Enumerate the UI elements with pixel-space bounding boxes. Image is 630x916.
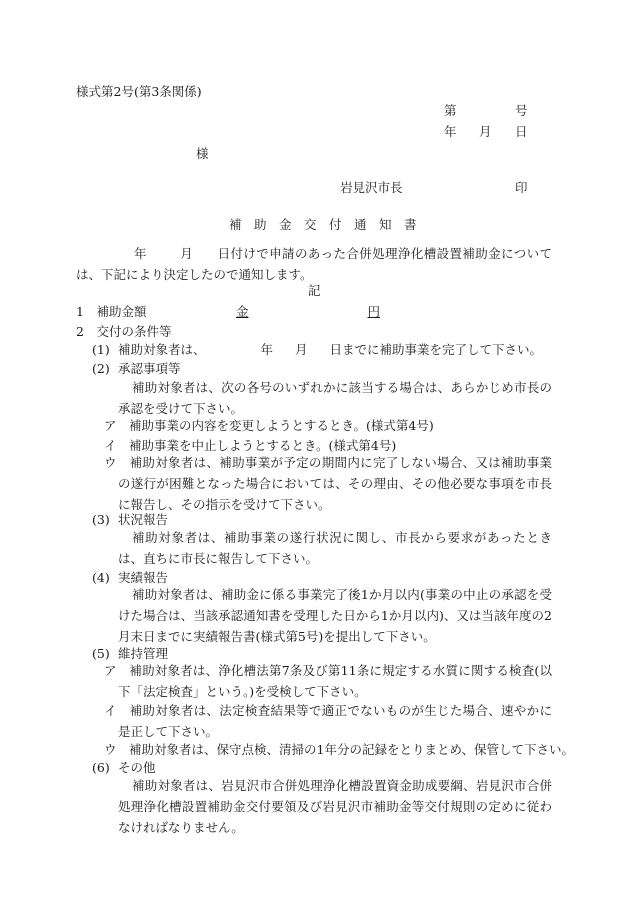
c2-item-i: イ 補助事業を中止しようとするとき。(様式第4号) [104, 438, 397, 453]
c4-body: 補助対象者は、補助金に係る事業完了後1か月以内(事業の中止の承認を受けた場合は、当該承認通知書を受理した日から1か月以内)、又は当該年度の2月末日までに実績報告書(様式第5号)を提出して下さい。 [118, 587, 552, 644]
addressee-suffix: 様 [196, 146, 209, 161]
date-day: 日 [515, 124, 528, 139]
number-dai: 第 [444, 103, 457, 118]
c5-num: (5) [92, 646, 110, 661]
issuer-name: 岩見沢市長 [340, 180, 403, 195]
c1-num: (1) [92, 342, 110, 357]
date-year: 年 [444, 124, 457, 139]
c2-title: 承認事項等 [118, 361, 181, 376]
issuer-seal: 印 [515, 180, 528, 195]
form-label: 様式第2号(第3条関係) [76, 84, 202, 99]
amount-field [236, 304, 380, 320]
c2-item-u: ウ 補助対象者は、補助事業が予定の期間内に完了しない場合、又は補助事業の遂行が困難となった場合においては、その理由、その他必要な事項を市長に報告し、その指示を受けて下さい。 [104, 455, 552, 512]
c2-body: 補助対象者は、次の各号のいずれかに該当する場合は、あらかじめ市長の承認を受けて下さい。 [118, 380, 552, 416]
date-month: 月 [479, 124, 492, 139]
amount-kin: 金 [236, 304, 249, 319]
item1-label: 1 補助金額 [76, 304, 147, 319]
c1-pre: 補助対象者は、 [118, 342, 206, 357]
intro-year: 年 [134, 246, 147, 261]
c2-item-a: ア 補助事業の内容を変更しようとするとき。(様式第4号) [104, 418, 434, 433]
c4-title: 実績報告 [118, 570, 169, 585]
c3-body: 補助対象者は、補助事業の遂行状況に関し、市長から要求があったときは、直ちに市長に報告して下さい。 [118, 530, 552, 566]
c1-post: 日までに補助事業を完了して下さい。 [329, 342, 543, 357]
number-go: 号 [515, 103, 528, 118]
intro-month: 月 [179, 246, 194, 261]
c5-title: 維持管理 [118, 646, 169, 661]
c5-item-i: イ 補助対象者は、法定検査結果等で適正でないものが生じた場合、速やかに是正して下さい。 [104, 703, 552, 739]
c3-num: (3) [92, 512, 110, 527]
c6-num: (6) [92, 760, 110, 775]
c3-title: 状況報告 [118, 512, 169, 527]
c6-body: 補助対象者は、岩見沢市合併処理浄化槽設置資金助成要綱、岩見沢市合併処理浄化槽設置補助金交付要領及び岩見沢市補助金等交付規則の定めに従わなければなりません。 [118, 778, 552, 835]
c1-month: 月 [295, 342, 308, 357]
c5-item-a: ア 補助対象者は、浄化槽法第7条及び第11条に規定する水質に関する検査(以下「法定検査」という。)を受検して下さい。 [104, 663, 552, 699]
intro-text: 日付けで申請のあった合併処理浄化槽設置補助金については、下記により決定したので通知します。 [76, 246, 552, 282]
ki-heading: 記 [308, 283, 321, 298]
c1-line [118, 342, 542, 358]
amount-en: 円 [367, 304, 381, 319]
c1-year: 年 [260, 342, 274, 357]
c4-num: (4) [92, 570, 110, 585]
c2-num: (2) [92, 361, 110, 376]
c6-title: その他 [118, 760, 156, 775]
c5-item-u: ウ 補助対象者は、保守点検、清掃の1年分の記録をとりまとめ、保管して下さい。 [104, 742, 574, 757]
intro-paragraph [76, 243, 552, 285]
item2-label: 2 交付の条件等 [76, 324, 172, 339]
document-title: 補 助 金 交 付 通 知 書 [229, 217, 417, 232]
